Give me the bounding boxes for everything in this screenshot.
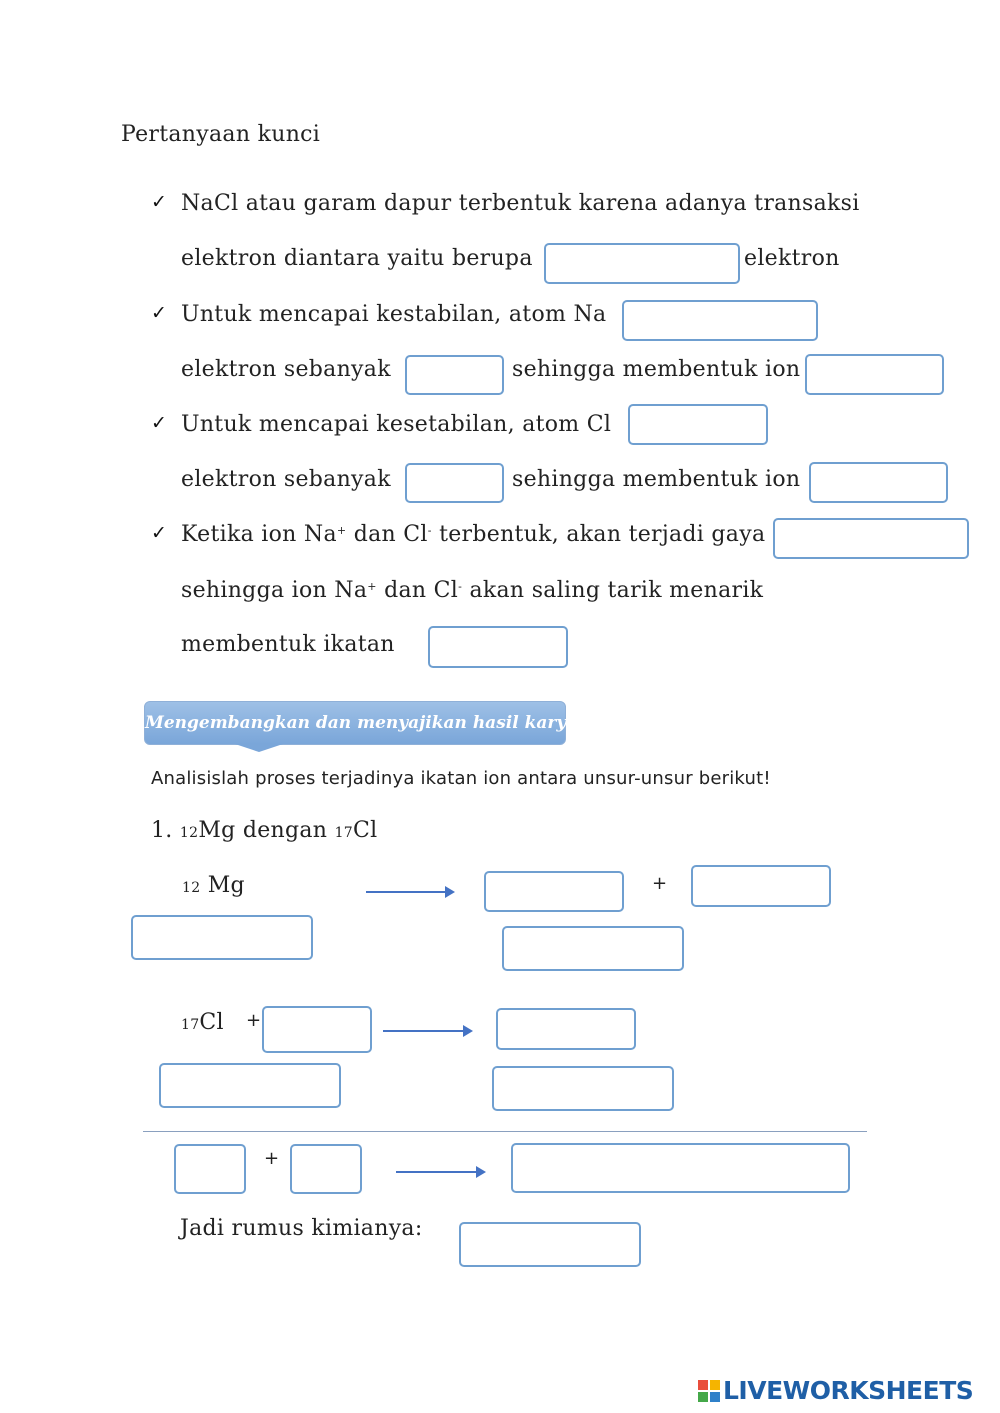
arrow-icon: [383, 1025, 473, 1037]
q4-line3: membentuk ikatan: [181, 632, 395, 657]
mg-symbol: 12 Mg: [182, 873, 245, 898]
answer-box-cl-electrons[interactable]: [262, 1006, 372, 1053]
plus-sign: +: [246, 1010, 262, 1031]
q2-line2-start: elektron sebanyak: [181, 357, 391, 382]
q1-line1: NaCl atau garam dapur terbentuk karena adanya transaksi: [181, 191, 860, 216]
q2-line2-end: sehingga membentuk ion: [512, 357, 801, 382]
q4-line1: Ketika ion Na+ dan Cl- terbentuk, akan terjadi gaya: [181, 522, 766, 547]
logo-text: LIVEWORKSHEETS: [723, 1376, 974, 1405]
instruction-text: Analisislah proses terjadinya ikatan ion antara unsur-unsur berikut!: [151, 768, 771, 789]
q3-line1: Untuk mencapai kesetabilan, atom Cl: [181, 412, 612, 437]
answer-box-formula[interactable]: [459, 1222, 641, 1267]
q3-line2-end: sehingga membentuk ion: [512, 467, 801, 492]
answer-box-q2-count[interactable]: [405, 355, 504, 395]
plus-sign: +: [264, 1148, 280, 1169]
checkmark-icon: ✓: [151, 191, 167, 213]
answer-box-q3-action[interactable]: [628, 404, 768, 445]
answer-box-mg-electrons[interactable]: [691, 865, 831, 907]
answer-box-anion[interactable]: [290, 1144, 362, 1194]
checkmark-icon: ✓: [151, 302, 167, 324]
q2-line1: Untuk mencapai kestabilan, atom Na: [181, 302, 607, 327]
banner-notch: [235, 744, 283, 752]
liveworksheets-logo: [698, 1378, 973, 1403]
divider-line: [143, 1131, 867, 1132]
answer-box-q3-ion[interactable]: [809, 462, 948, 503]
answer-box-q1[interactable]: [544, 243, 740, 284]
banner-title: Mengembangkan dan menyajikan hasil karya: [145, 713, 578, 733]
answer-box-q2-action[interactable]: [622, 300, 818, 341]
answer-box-q2-ion[interactable]: [805, 354, 944, 395]
answer-box-q4-force[interactable]: [773, 518, 969, 559]
answer-box-cl-ion-config[interactable]: [492, 1066, 674, 1111]
answer-box-mg-ion[interactable]: [484, 871, 624, 912]
answer-box-product[interactable]: [511, 1143, 850, 1193]
answer-box-mg-ion-config[interactable]: [502, 926, 684, 971]
cl-symbol: 17Cl: [181, 1010, 224, 1035]
section-heading: Pertanyaan kunci: [121, 122, 321, 147]
q1-line2-end: elektron: [744, 246, 840, 271]
problem-1-title: 1. 12Mg dengan 17Cl: [151, 818, 378, 843]
checkmark-icon: ✓: [151, 522, 167, 544]
q3-line2-start: elektron sebanyak: [181, 467, 391, 492]
answer-box-q4-bond[interactable]: [428, 626, 568, 668]
answer-box-cation[interactable]: [174, 1144, 246, 1194]
conclusion-label: Jadi rumus kimianya:: [180, 1216, 423, 1241]
arrow-icon: [396, 1166, 486, 1178]
checkmark-icon: ✓: [151, 412, 167, 434]
answer-box-q3-count[interactable]: [405, 463, 504, 503]
q4-line2: sehingga ion Na+ dan Cl- akan saling tarik menarik: [181, 578, 764, 603]
section-banner: [144, 701, 578, 745]
arrow-icon: [366, 886, 455, 898]
q1-line2-start: elektron diantara yaitu berupa: [181, 246, 533, 271]
answer-box-mg-config[interactable]: [131, 915, 313, 960]
logo-mark-icon: [698, 1380, 720, 1402]
answer-box-cl-config[interactable]: [159, 1063, 341, 1108]
plus-sign: +: [652, 873, 668, 894]
answer-box-cl-ion[interactable]: [496, 1008, 636, 1050]
